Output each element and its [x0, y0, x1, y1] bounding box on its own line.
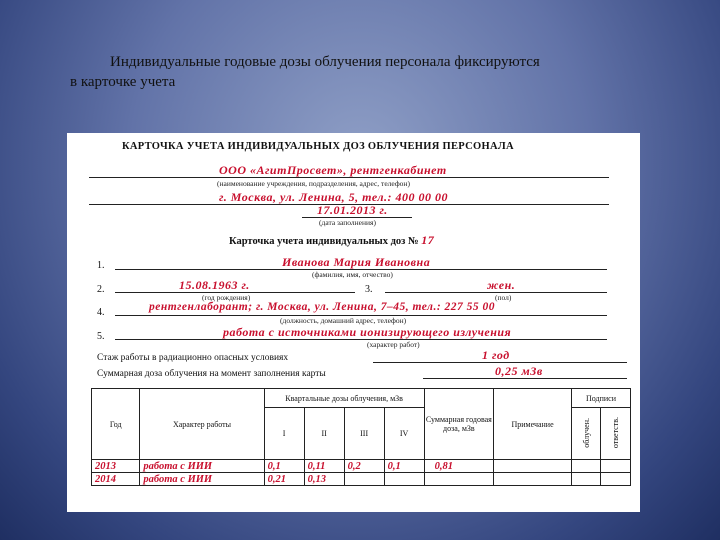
fill-date: 17.01.2013 г. — [317, 203, 388, 217]
work-type: работа с источниками ионизирующего излучения — [223, 325, 512, 339]
position-address: рентгенлаборант; г. Москва, ул. Ленина, 7–45, тел.: 227 55 00 — [149, 301, 496, 313]
subheader — [229, 233, 434, 248]
dose-record-card — [67, 133, 640, 512]
full-name: Иванова Мария Ивановна — [282, 255, 431, 269]
row-total: 0,81 — [424, 460, 493, 473]
org-name: ООО «АгитПросвет», рентгенкабинет — [219, 163, 447, 177]
item-4-number: 4. — [97, 307, 105, 318]
position-caption: (должность, домашний адрес, телефон) — [280, 316, 407, 325]
row-q3: 0,2 — [344, 460, 384, 473]
experience-line — [373, 362, 627, 363]
col-year-header: Год — [92, 389, 140, 460]
row-sig-2 — [601, 460, 631, 473]
sex: жен. — [487, 278, 516, 292]
signature-responsible-header — [601, 408, 631, 460]
signature-responsible-label: ответств. — [611, 416, 621, 449]
signature-irradiated-label: облучен. — [581, 417, 591, 448]
experience-label: Стаж работы в радиационно опасных условиях — [97, 353, 289, 363]
work-type-caption: (характер работ) — [367, 340, 420, 349]
quarter-1-header: I — [264, 408, 304, 460]
col-total-header: Суммарная годовая доза, мЗв — [424, 389, 493, 460]
row-year: 2014 — [92, 473, 140, 486]
row-note — [494, 473, 572, 486]
experience-value: 1 год — [482, 348, 510, 362]
quarter-2-header: II — [304, 408, 344, 460]
row-sig-1 — [572, 473, 601, 486]
slide-title — [70, 52, 670, 92]
row-year: 2013 — [92, 460, 140, 473]
row-total — [424, 473, 493, 486]
item-5-number: 5. — [97, 331, 105, 342]
row-q1: 0,1 — [264, 460, 304, 473]
table-row — [92, 473, 631, 486]
slide-title-line-2: в карточке учета — [70, 74, 176, 90]
quarter-4-header: IV — [384, 408, 424, 460]
full-name-caption: (фамилия, имя, отчество) — [312, 270, 393, 279]
total-dose-label: Суммарная доза облучения на момент заполнения карты — [97, 369, 326, 379]
table-row — [92, 460, 631, 473]
signature-irradiated-header — [572, 408, 601, 460]
work-type-line — [115, 339, 607, 340]
total-dose-value: 0,25 мЗв — [495, 364, 543, 378]
row-q4 — [384, 473, 424, 486]
item-2-number: 2. — [97, 284, 105, 295]
quarter-3-header: III — [344, 408, 384, 460]
col-note-header: Примечание — [494, 389, 572, 460]
org-caption: (наименование учреждения, подразделения, адрес, телефон) — [217, 179, 410, 188]
row-q3 — [344, 473, 384, 486]
row-note — [494, 460, 572, 473]
fill-date-caption: (дата заполнения) — [319, 218, 376, 227]
col-work-header: Характер работы — [140, 389, 264, 460]
row-q1: 0,21 — [264, 473, 304, 486]
card-number: 17 — [421, 233, 435, 247]
row-q4: 0,1 — [384, 460, 424, 473]
row-q2: 0,13 — [304, 473, 344, 486]
sex-caption: (пол) — [495, 293, 512, 302]
col-signature-header: Подписи — [572, 389, 631, 408]
birth-date-caption: (год рождения) — [202, 293, 251, 302]
row-work: работа с ИИИ — [140, 473, 264, 486]
item-1-number: 1. — [97, 260, 105, 271]
row-work: работа с ИИИ — [140, 460, 264, 473]
item-3-number: 3. — [365, 284, 373, 295]
total-dose-line — [423, 378, 627, 379]
org-line — [89, 177, 609, 178]
row-sig-1 — [572, 460, 601, 473]
card-header: КАРТОЧКА УЧЕТА ИНДИВИДУАЛЬНЫХ ДОЗ ОБЛУЧЕНИЯ ПЕРСОНАЛА — [122, 141, 514, 152]
org-address: г. Москва, ул. Ленина, 5, тел.: 400 00 00 — [219, 190, 449, 204]
slide-title-line-1: Индивидуальные годовые дозы облучения персонала фиксируются — [110, 54, 540, 70]
row-sig-2 — [601, 473, 631, 486]
col-quarterly-header: Квартальные дозы облучения, мЗв — [264, 389, 424, 408]
dose-table — [91, 388, 631, 486]
birth-date: 15.08.1963 г. — [179, 278, 250, 292]
row-q2: 0,11 — [304, 460, 344, 473]
subheader-text: Карточка учета индивидуальных доз № — [229, 236, 419, 247]
